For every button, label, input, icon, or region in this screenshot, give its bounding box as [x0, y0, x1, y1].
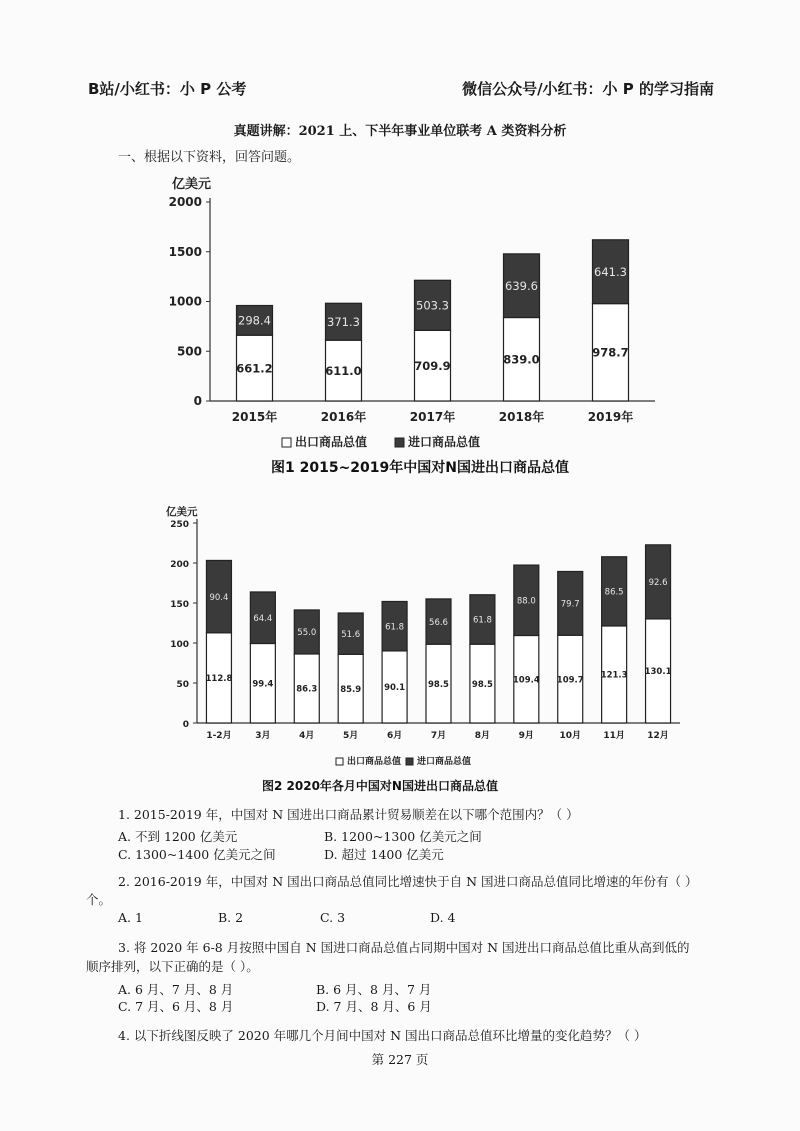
header-right: 微信公众号/小红书：小 P 的学习指南: [462, 80, 714, 98]
chart-1: [0, 170, 800, 490]
q2-option-b: B. 2: [218, 910, 244, 925]
legend-swatch: [282, 438, 291, 447]
q3-option-d: D. 7 月、8 月、6 月: [316, 999, 432, 1014]
x-tick-label: 10月: [559, 731, 581, 741]
export-value-label: 90.1: [384, 683, 406, 694]
x-tick-label: 2016年: [320, 410, 367, 424]
x-tick-label: 11月: [603, 731, 625, 741]
y-tick-label: 0: [193, 394, 202, 408]
export-value-label: 86.3: [296, 684, 318, 695]
x-tick-label: 2018年: [498, 410, 545, 424]
import-value-label: 503.3: [416, 298, 449, 313]
export-value-label: 709.9: [414, 359, 451, 374]
x-tick-label: 3月: [255, 731, 271, 741]
import-value-label: 79.7: [560, 599, 580, 610]
x-tick-label: 1-2月: [206, 731, 232, 741]
x-tick-label: 2015年: [231, 410, 278, 424]
y-tick-label: 200: [170, 560, 189, 570]
import-value-label: 298.4: [238, 313, 271, 328]
import-value-label: 92.6: [648, 578, 668, 589]
legend-label: 进口商品总值: [408, 435, 481, 449]
x-tick-label: 9月: [518, 731, 534, 741]
q3-option-b: B. 6 月、8 月、7 月: [316, 982, 432, 997]
export-value-label: 978.7: [592, 345, 629, 360]
x-tick-label: 2019年: [587, 410, 634, 424]
question-1: 1. 2015-2019 年，中国对 N 国进出口商品累计贸易顺差在以下哪个范围内？（ ）: [118, 807, 579, 822]
chart-2: [0, 505, 800, 795]
page-number: 第 227 页: [371, 1052, 429, 1067]
import-value-label: 86.5: [604, 587, 624, 598]
y-tick-label: 1000: [168, 294, 202, 309]
question-3-line1: 3. 将 2020 年 6-8 月按照中国自 N 国进口商品总值占同期中国对 N 国进出口商品总值比重从高到低的: [118, 940, 690, 955]
export-value-label: 98.5: [428, 679, 449, 690]
legend-swatch: [406, 758, 413, 765]
q3-option-a: A. 6 月、7 月、8 月: [118, 982, 234, 997]
header-left: B站/小红书：小 P 公考: [88, 80, 247, 98]
import-value-label: 639.6: [505, 279, 538, 294]
q1-option-c: C. 1300~1400 亿美元之间: [118, 847, 276, 862]
legend-swatch: [336, 758, 343, 765]
q2-option-c: C. 3: [320, 910, 346, 925]
import-value-label: 61.8: [385, 622, 405, 633]
q2-option-a: A. 1: [118, 910, 143, 925]
y-axis-unit-label: 亿美元: [166, 506, 198, 518]
import-value-label: 641.3: [594, 265, 627, 280]
chart-title: 图2 2020年各月中国对N国进出口商品总值: [262, 779, 498, 793]
y-tick-label: 1500: [168, 244, 202, 259]
export-value-label: 661.2: [236, 361, 273, 376]
import-value-label: 371.3: [327, 315, 360, 330]
x-tick-label: 4月: [299, 731, 315, 741]
question-3-line2: 顺序排列，以下正确的是（ ）。: [86, 959, 259, 974]
y-tick-label: 150: [170, 600, 189, 610]
y-tick-label: 2000: [168, 195, 202, 209]
intro-text: 一、根据以下资料，回答问题。: [118, 150, 301, 165]
y-tick-label: 50: [176, 680, 189, 690]
export-value-label: 112.8: [205, 674, 233, 685]
q1-option-b: B. 1200~1300 亿美元之间: [324, 829, 482, 844]
legend-swatch: [395, 438, 404, 447]
export-value-label: 611.0: [325, 363, 362, 378]
import-value-label: 61.8: [472, 615, 492, 626]
y-tick-label: 100: [170, 640, 189, 650]
legend-label: 进口商品总值: [417, 757, 472, 767]
x-tick-label: 7月: [430, 731, 447, 741]
x-tick-label: 6月: [386, 731, 403, 741]
export-value-label: 130.1: [644, 667, 672, 678]
export-value-label: 99.4: [252, 679, 274, 690]
legend-label: 出口商品总值: [347, 757, 402, 767]
question-4: 4. 以下折线图反映了 2020 年哪几个月间中国对 N 国出口商品总值环比增量的变化趋势？（ ）: [118, 1028, 647, 1043]
page-title: 真题讲解：2021 上、下半年事业单位联考 A 类资料分析: [233, 124, 567, 139]
x-tick-label: 12月: [647, 731, 669, 741]
import-value-label: 88.0: [516, 596, 536, 607]
export-value-label: 839.0: [503, 352, 540, 367]
export-value-label: 109.4: [512, 675, 540, 686]
import-value-label: 64.4: [253, 613, 273, 624]
import-value-label: 51.6: [341, 629, 361, 640]
x-tick-label: 2017年: [409, 410, 456, 424]
export-value-label: 121.3: [600, 670, 628, 681]
export-value-label: 98.5: [471, 679, 493, 690]
export-value-label: 85.9: [340, 684, 362, 695]
question-2-line2: 个。: [86, 892, 112, 907]
export-value-label: 109.7: [556, 675, 584, 686]
x-tick-label: 8月: [474, 731, 491, 741]
import-value-label: 55.0: [297, 628, 317, 639]
question-2-line1: 2. 2016-2019 年，中国对 N 国出口商品总值同比增速快于自 N 国进口商品总值同比增速的年份有（ ）: [118, 874, 698, 889]
q3-option-c: C. 7 月、6 月、8 月: [118, 999, 234, 1014]
y-tick-label: 500: [176, 344, 202, 359]
x-tick-label: 5月: [343, 731, 359, 741]
y-tick-label: 0: [182, 720, 189, 730]
y-tick-label: 250: [170, 520, 189, 530]
import-value-label: 56.6: [429, 617, 448, 628]
legend-label: 出口商品总值: [295, 435, 368, 449]
import-value-label: 90.4: [209, 592, 229, 603]
y-axis-unit-label: 亿美元: [172, 177, 212, 192]
q1-option-d: D. 超过 1400 亿美元: [324, 847, 444, 862]
chart-title: 图1 2015~2019年中国对N国进出口商品总值: [271, 460, 569, 476]
q1-option-a: A. 不到 1200 亿美元: [118, 829, 238, 844]
q2-option-d: D. 4: [430, 910, 456, 925]
